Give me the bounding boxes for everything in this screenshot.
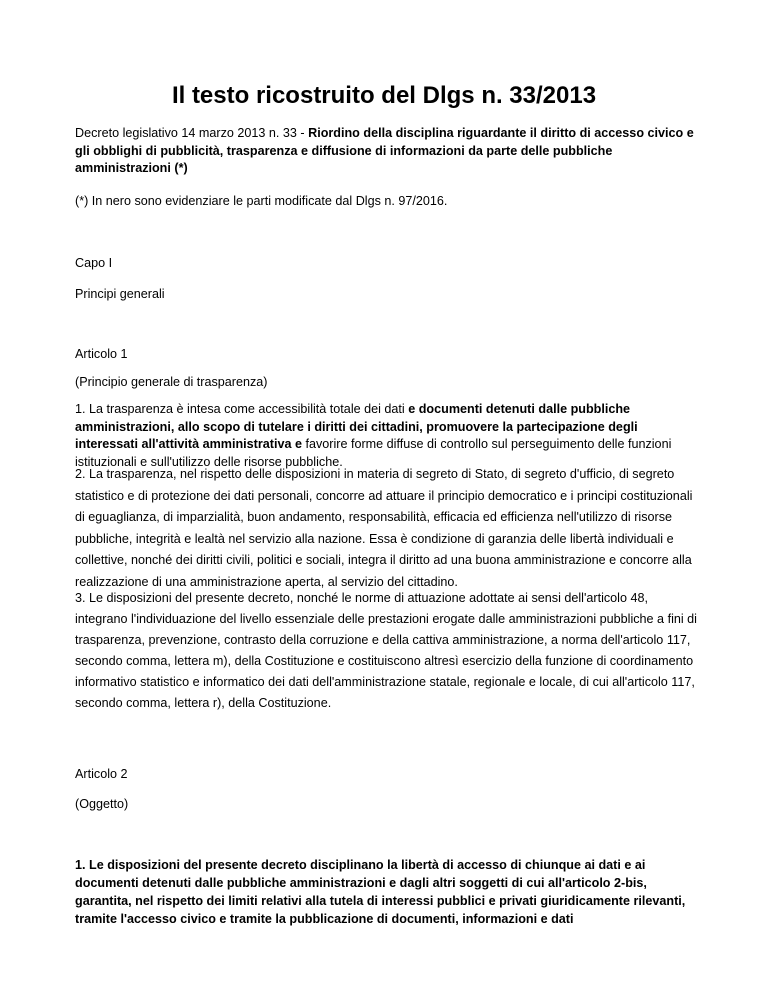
article-2-subtitle: (Oggetto): [75, 797, 129, 811]
document-title: Il testo ricostruito del Dlgs n. 33/2013: [171, 82, 597, 109]
chapter-title: Principi generali: [75, 287, 165, 301]
decree-intro: [75, 125, 700, 178]
article-2-heading: Articolo 2: [75, 767, 128, 781]
article-1-subtitle: (Principio generale di trasparenza): [75, 375, 268, 389]
article-1-heading: Articolo 1: [75, 347, 128, 361]
article-1-paragraph-1: [75, 401, 700, 471]
chapter-heading: Capo I: [75, 256, 113, 270]
intro-prefix: Decreto legislativo 14 marzo 2013 n. 33 -: [75, 126, 309, 140]
article-1-paragraph-3: 3. Le disposizioni del presente decreto, nonché le norme di attuazione adottate ai sensi dell'articolo 48, integrano l'individuazione del livello essenziale delle prestazioni erogate dalle amministrazioni pubbliche a fini di trasparenza, prevenzione, contrasto della corruzione e della cattiva amministrazione, a norma dell'articolo 117, secondo comma, lettera m), della Costituzione e costituiscono altresì esercizio della funzione di coordinamento informativo statistico e informatico dei dati dell'amministrazione statale, regionale e locale, di cui all'articolo 117, secondo comma, lettera r), della Costituzione.: [75, 591, 697, 710]
article-1-paragraph-2: 2. La trasparenza, nel rispetto delle disposizioni in materia di segreto di Stato, di segreto d'ufficio, di segreto statistico e di protezione dei dati personali, concorre ad attuare il principio democratico e i principi costituzionali di eguaglianza, di imparzialità, buon andamento, responsabilità, efficacia ed efficienza nell'utilizzo di risorse pubbliche, integrità e lealtà nel servizio alla nazione. Essa è condizione di garanzia delle libertà individuali e collettive, nonché dei diritti civili, politici e sociali, integra il diritto ad una buona amministrazione e concorre alla realizzazione di una amministrazione aperta, al servizio del cittadino.: [75, 467, 693, 589]
modification-note: (*) In nero sono evidenziare le parti modificate dal Dlgs n. 97/2016.: [75, 194, 448, 208]
article-2-paragraph-1: 1. Le disposizioni del presente decreto disciplinano la libertà di accesso di chiunque ai dati e ai documenti detenuti dalle pubbliche amministrazioni e dagli altri soggetti di cui all'articolo 2-bis, garantita, nel rispetto dei limiti relativi alla tutela di interessi pubblici e privati giuridicamente rilevanti, tramite l'accesso civico e tramite la pubblicazione di documenti, informazioni e dati: [75, 858, 686, 926]
article-1-p1-suffix: favorire forme diffuse di controllo sul perseguimento delle funzioni istituzionali e sull'utilizzo delle risorse pubbliche.: [75, 437, 672, 469]
article-1-p1-bold: e documenti detenuti dalle pubbliche amministrazioni, allo scopo di tutelare i diritti dei cittadini, promuovere la partecipazione degli interessati all'attività amministrativa e: [75, 402, 638, 451]
intro-decree-title: Riordino della disciplina riguardante il diritto di accesso civico e gli obblighi di pubblicità, trasparenza e diffusione di informazioni da parte delle pubbliche amministrazioni (*): [75, 126, 694, 175]
article-1-p1-prefix: 1. La trasparenza è intesa come accessibilità totale dei dati: [75, 402, 409, 416]
